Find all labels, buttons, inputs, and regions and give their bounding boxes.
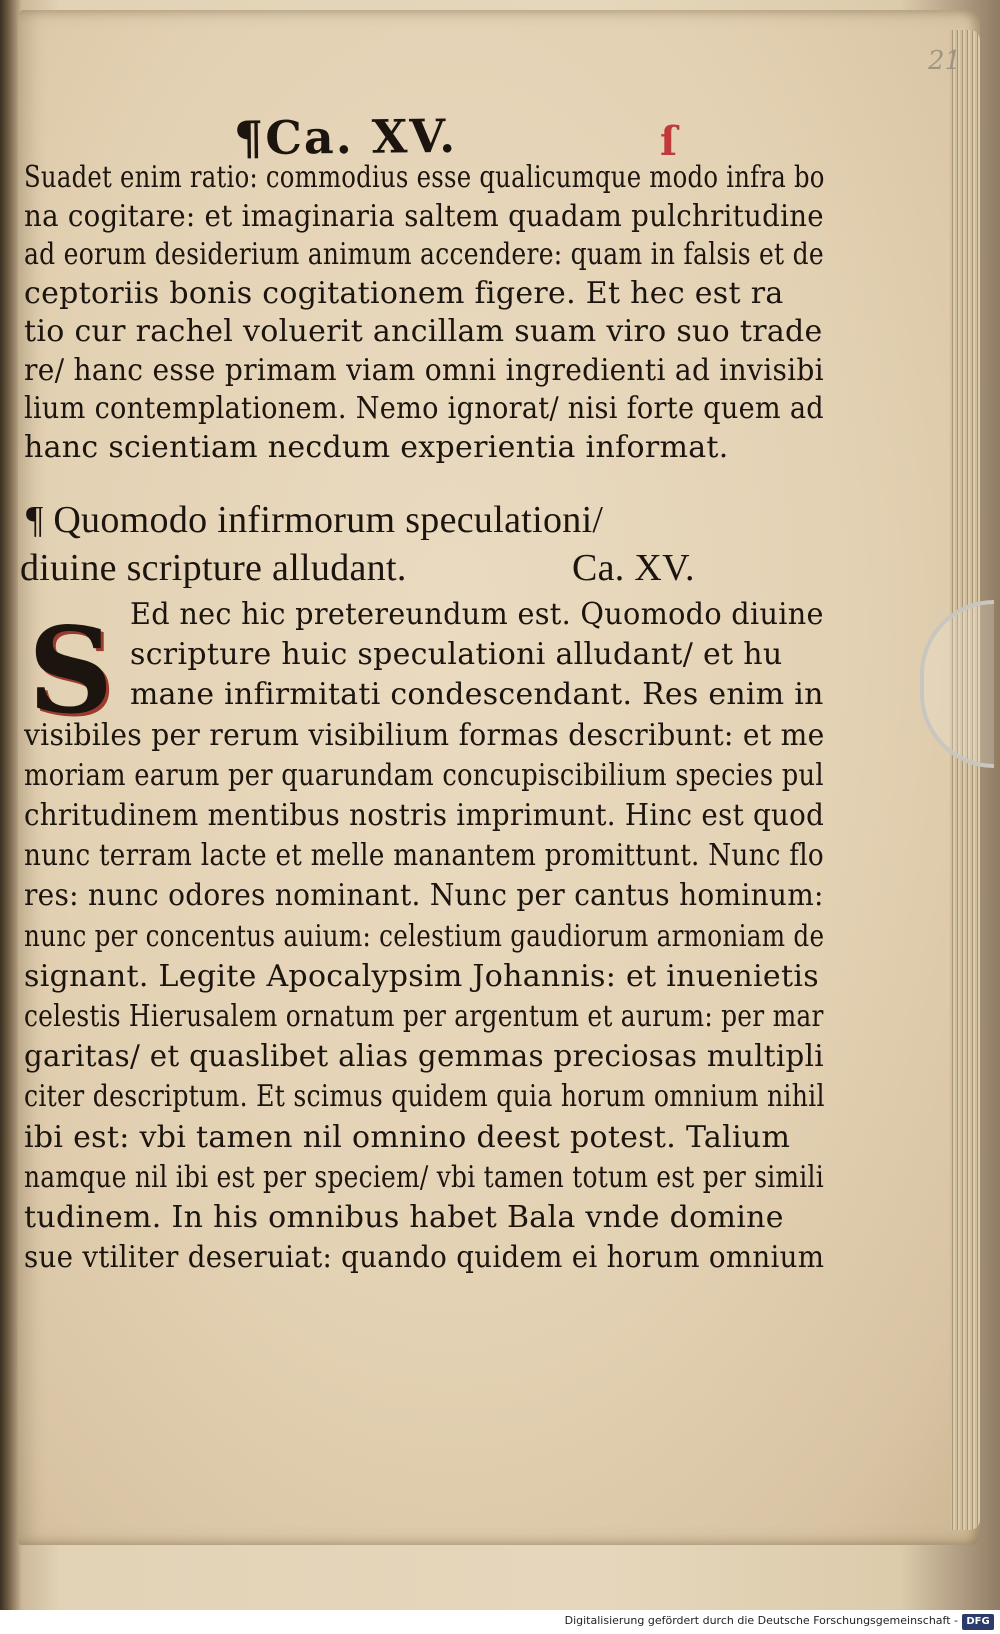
paragraph2-line: Ed nec hic pretereundum est. Quomodo diuine: [130, 597, 824, 632]
paragraph2-line: nunc terram lacte et melle manantem promittunt. Nunc flo: [24, 838, 824, 874]
paragraph1-line: Suadet enim ratio: commodius esse qualicumque modo infra bo: [24, 160, 825, 195]
paragraph2-line: signant. Legite Apocalypsim Johannis: et inuenietis: [24, 958, 819, 994]
section-chapter-label: Ca. XV.: [572, 547, 695, 589]
paragraph2-line: visibiles per rerum visibilium formas describunt: et me: [24, 717, 825, 753]
chapter-heading: [234, 109, 458, 165]
paragraph2-line: ibi est: vbi tamen nil omnino deest potest. Talium: [24, 1119, 791, 1155]
page-edges: [950, 30, 980, 1530]
paragraph1-line: na cogitare: et imaginaria saltem quadam pulchritudine: [24, 198, 824, 234]
paragraph1-line: ceptoriis bonis cogitationem figere. Et hec est ra: [24, 275, 784, 311]
paragraph2-line: citer descriptum. Et scimus quidem quia horum omnium nihil: [24, 1079, 825, 1115]
footer-bar: [0, 1612, 1000, 1634]
paragraph2-line: namque nil ibi est per speciem/ vbi tamen totum est per simili: [24, 1159, 824, 1195]
paragraph2-line: nunc per concentus auium: celestium gaudiorum armoniam de: [24, 918, 825, 954]
section-title-line-1: ¶ Quomodo infirmorum speculationi/: [26, 499, 604, 541]
paragraph2-line: res: nunc odores nominant. Nunc per cantus hominum:: [24, 878, 824, 914]
pilcrow-mark: ¶: [233, 110, 266, 166]
paragraph2-line: mane infirmitati condescendant. Res enim in: [130, 677, 824, 713]
folio-number: 21: [928, 46, 962, 76]
paragraph2-line: tudinem. In his omnibus habet Bala vnde domine: [24, 1200, 784, 1235]
section-title-line-2: diuine scripture alludant.: [20, 547, 407, 589]
footer-credit: Digitalisierung gefördert durch die Deutsche Forschungsgemeinschaft -: [564, 1614, 958, 1627]
paragraph2-line: garitas/ et quaslibet alias gemmas preciosas multipli: [24, 1039, 824, 1075]
red-paragraph-mark: ſ: [660, 118, 678, 165]
paragraph1-line: hanc scientiam necdum experientia informat.: [24, 429, 729, 465]
decorated-initial: S: [28, 601, 114, 740]
paragraph1-line: ad eorum desiderium animum accendere: quam in falsis et de: [24, 237, 824, 272]
chapter-heading-text: Ca. XV.: [265, 108, 458, 165]
paragraph1-line: re/ hanc esse primam viam omni ingredienti ad invisibi: [24, 352, 824, 388]
paragraph2-line: scripture huic speculationi alludant/ et hu: [130, 637, 783, 673]
paragraph1-line: tio cur rachel voluerit ancillam suam viro suo trade: [24, 314, 823, 349]
dfg-logo: DFG: [962, 1614, 994, 1630]
paragraph2-line: celestis Hierusalem ornatum per argentum et aurum: per mar: [24, 999, 824, 1034]
paragraph2-line: moriam earum per quarundam concupiscibilium species pul: [24, 757, 824, 793]
paragraph2-line: chritudinem mentibus nostris imprimunt. Hinc est quod: [24, 798, 825, 833]
paragraph2-line: sue vtiliter deseruiat: quando quidem ei horum omnium: [24, 1240, 825, 1276]
paragraph1-line: lium contemplationem. Nemo ignorat/ nisi forte quem ad: [24, 391, 824, 426]
